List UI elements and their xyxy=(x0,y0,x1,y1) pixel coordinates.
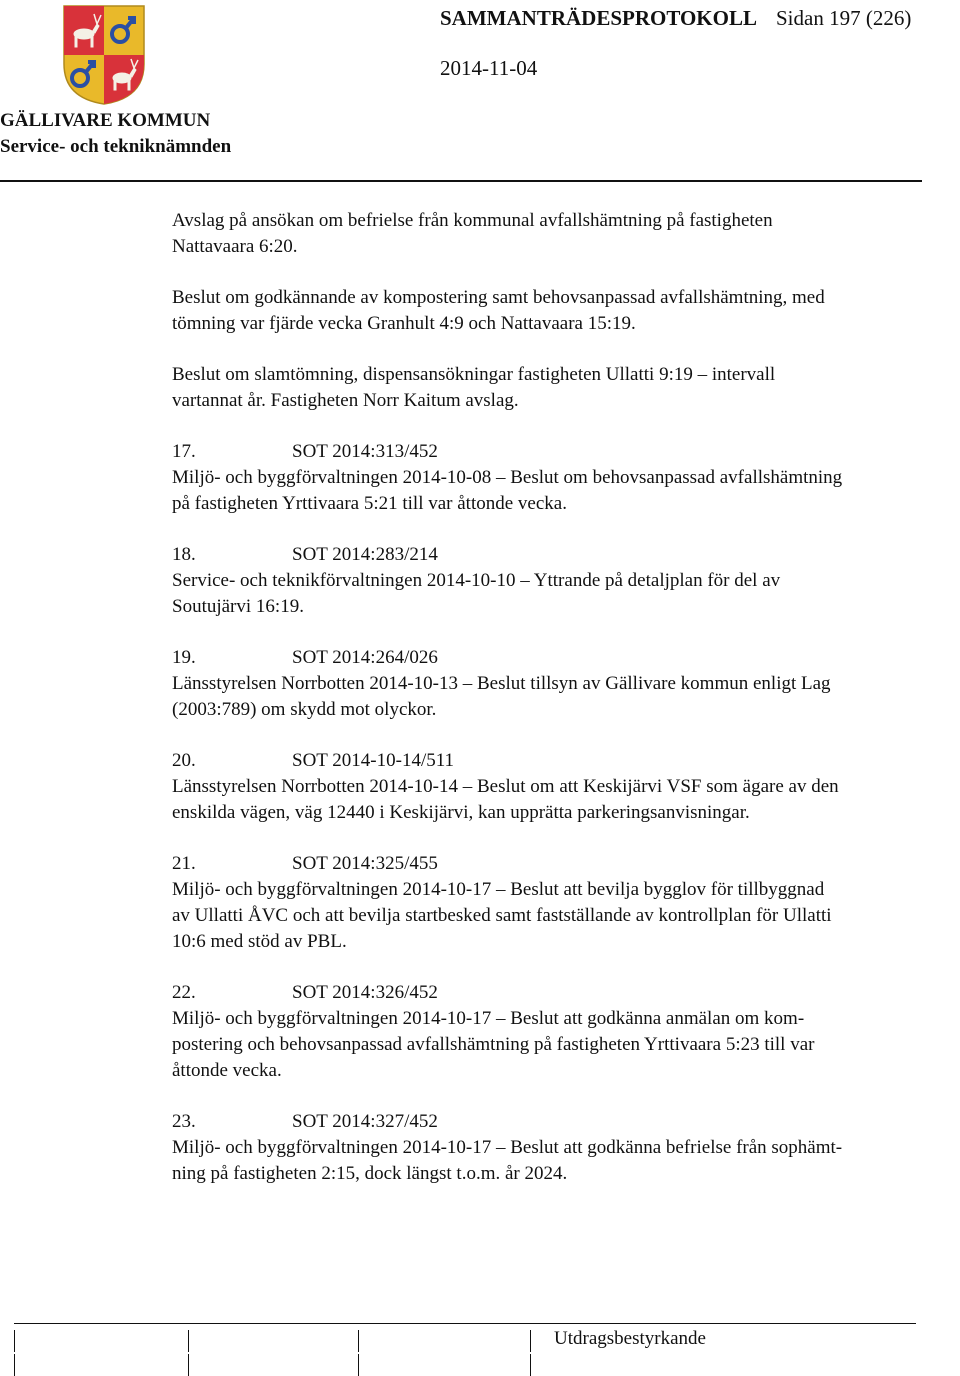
paragraph: Beslut om godkännande av kompostering samt behovsanpassad avfallshämtning, med tömning var fjärde vecka Granhult 4:9 och Nattavaara 15:19. xyxy=(172,287,825,334)
item-text-line: Service- och teknikförvaltningen 2014-10-10 – Yttrande på detaljplan för del av xyxy=(172,570,781,591)
item-reference: SOT 2014:283/214 xyxy=(292,544,438,565)
signature-box-divider xyxy=(358,1354,359,1376)
agenda-item xyxy=(172,748,960,826)
item-text-line: Miljö- och byggförvaltningen 2014-10-17 – Beslut att godkänna anmälan om kom- xyxy=(172,1008,805,1029)
item-number: 22. xyxy=(172,982,196,1003)
item-reference: SOT 2014:327/452 xyxy=(292,1111,438,1132)
agenda-item xyxy=(172,980,960,1084)
item-text-line: på fastigheten Yrttivaara 5:21 till var åttonde vecka. xyxy=(172,493,567,514)
item-text-line: Soutujärvi 16:19. xyxy=(172,596,304,617)
document-title: SAMMANTRÄDESPROTOKOLL xyxy=(440,6,757,30)
item-number: 20. xyxy=(172,750,196,771)
item-reference: SOT 2014:264/026 xyxy=(292,647,438,668)
item-reference: SOT 2014:326/452 xyxy=(292,982,438,1003)
item-text-line: 10:6 med stöd av PBL. xyxy=(172,931,347,952)
signature-box-divider xyxy=(188,1330,189,1352)
signature-box-divider xyxy=(14,1354,15,1376)
item-text-line: Miljö- och byggförvaltningen 2014-10-17 – Beslut att bevilja bygglov för tillbyggnad xyxy=(172,879,825,900)
certification-label: Utdragsbestyrkande xyxy=(554,1328,706,1349)
paragraph: Avslag på ansökan om befrielse från kommunal avfallshämtning på fastigheten Nattavaara 6:20. xyxy=(172,210,773,257)
org-name: GÄLLIVARE KOMMUN xyxy=(0,110,211,131)
signature-box-divider xyxy=(188,1354,189,1376)
header-divider xyxy=(0,180,922,182)
document-date: 2014-11-04 xyxy=(440,56,538,80)
item-number: 19. xyxy=(172,647,196,668)
organization-block xyxy=(0,108,231,160)
signature-box-divider xyxy=(530,1354,531,1376)
item-number: 21. xyxy=(172,853,196,874)
agenda-item xyxy=(172,439,960,517)
item-text-line: postering och behovsanpassad avfallshämtning på fastigheten Yrttivaara 5:23 till var xyxy=(172,1034,815,1055)
document-body xyxy=(172,208,960,1212)
agenda-item xyxy=(172,542,960,620)
signature-box-divider xyxy=(530,1330,531,1352)
org-unit: Service- och tekniknämnden xyxy=(0,136,232,157)
item-text-line: Länsstyrelsen Norrbotten 2014-10-13 – Beslut tillsyn av Gällivare kommun enligt Lag xyxy=(172,673,831,694)
item-reference: SOT 2014-10-14/511 xyxy=(292,750,455,771)
item-reference: SOT 2014:313/452 xyxy=(292,441,438,462)
item-text-line: åttonde vecka. xyxy=(172,1060,282,1081)
item-text-line: Länsstyrelsen Norrbotten 2014-10-14 – Beslut om att Keskijärvi VSF som ägare av den xyxy=(172,776,839,797)
page-number: Sidan 197 (226) xyxy=(776,6,912,30)
item-text-line: av Ullatti ÅVC och att bevilja startbesked samt fastställande av kontrollplan för Ullatti xyxy=(172,905,832,926)
signature-box-divider xyxy=(358,1330,359,1352)
agenda-item xyxy=(172,1109,960,1187)
item-number: 17. xyxy=(172,441,196,462)
item-reference: SOT 2014:325/455 xyxy=(292,853,438,874)
item-number: 23. xyxy=(172,1111,196,1132)
item-text-line: Miljö- och byggförvaltningen 2014-10-17 – Beslut att godkänna befrielse från sophämt- xyxy=(172,1137,843,1158)
agenda-item xyxy=(172,645,960,723)
coat-of-arms-icon xyxy=(62,4,146,106)
paragraph: Beslut om slamtömning, dispensansökningar fastigheten Ullatti 9:19 – intervall vartannat år. Fastigheten Norr Kaitum avslag. xyxy=(172,364,776,411)
item-text-line: enskilda vägen, väg 12440 i Keskijärvi, kan upprätta parkeringsanvisningar. xyxy=(172,802,750,823)
item-text-line: (2003:789) om skydd mot olyckor. xyxy=(172,699,437,720)
signature-box-divider xyxy=(14,1330,15,1352)
item-text-line: ning på fastigheten 2:15, dock längst t.o.m. år 2024. xyxy=(172,1163,568,1184)
item-text-line: Miljö- och byggförvaltningen 2014-10-08 – Beslut om behovsanpassad avfallshämtning xyxy=(172,467,843,488)
agenda-item xyxy=(172,851,960,955)
footer-divider xyxy=(14,1323,916,1324)
item-number: 18. xyxy=(172,544,196,565)
